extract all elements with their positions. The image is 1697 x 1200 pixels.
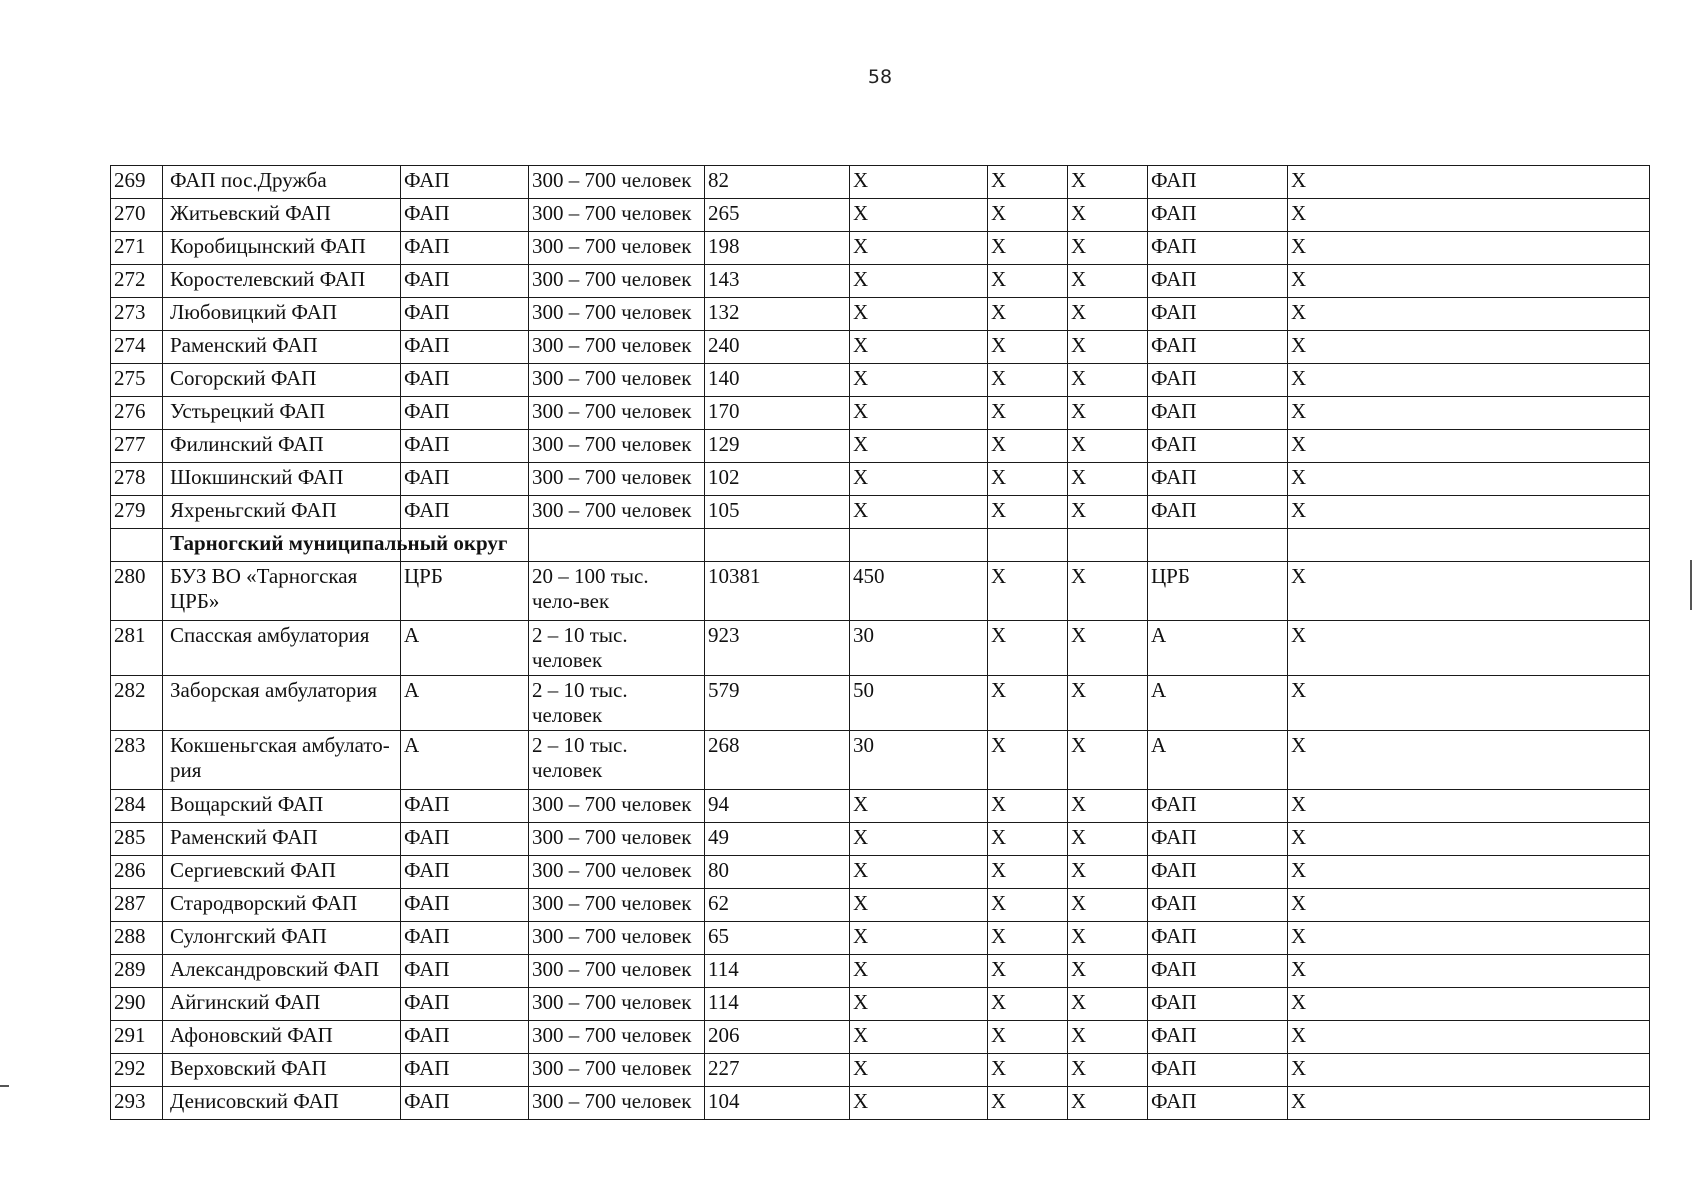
- facility-name: Коробицынский ФАП: [163, 232, 401, 265]
- beds-value: X: [850, 922, 988, 955]
- column-10-value: X: [1288, 331, 1650, 364]
- column-8-value: X: [1068, 1021, 1148, 1054]
- population: 10381: [705, 562, 850, 621]
- facility-name: ФАП пос.Дружба: [163, 166, 401, 199]
- column-8-value: X: [1068, 988, 1148, 1021]
- empty-cell: [1148, 529, 1288, 562]
- facility-type: ФАП: [401, 856, 529, 889]
- population-range: 2 – 10 тыс. человек: [529, 731, 705, 790]
- column-7-value: X: [988, 397, 1068, 430]
- table-row: [111, 298, 1650, 331]
- population: 62: [705, 889, 850, 922]
- facility-type: ФАП: [401, 790, 529, 823]
- page-number: 58: [867, 66, 893, 88]
- beds-value: X: [850, 463, 988, 496]
- column-8-value: X: [1068, 166, 1148, 199]
- facility-type: ФАП: [401, 166, 529, 199]
- table-row: [111, 621, 1650, 676]
- column-7-value: X: [988, 1054, 1068, 1087]
- table-row: [111, 955, 1650, 988]
- column-7-value: X: [988, 199, 1068, 232]
- column-7-value: X: [988, 889, 1068, 922]
- population: 49: [705, 823, 850, 856]
- beds-value: X: [850, 823, 988, 856]
- population: 143: [705, 265, 850, 298]
- facility-type: ФАП: [401, 496, 529, 529]
- facility-name: Верховский ФАП: [163, 1054, 401, 1087]
- facility-name: Денисовский ФАП: [163, 1087, 401, 1120]
- row-number: 293: [111, 1087, 163, 1120]
- column-8-value: X: [1068, 463, 1148, 496]
- facility-name: Афоновский ФАП: [163, 1021, 401, 1054]
- facility-name: Раменский ФАП: [163, 823, 401, 856]
- population-range: 300 – 700 человек: [529, 955, 705, 988]
- beds-value: X: [850, 430, 988, 463]
- column-10-value: X: [1288, 621, 1650, 676]
- table-row: [111, 790, 1650, 823]
- row-number: 286: [111, 856, 163, 889]
- facility-type: ФАП: [401, 331, 529, 364]
- beds-value: X: [850, 856, 988, 889]
- column-7-value: X: [988, 922, 1068, 955]
- row-number: 281: [111, 621, 163, 676]
- column-10-value: X: [1288, 364, 1650, 397]
- beds-value: 30: [850, 731, 988, 790]
- facility-name: Сулонгский ФАП: [163, 922, 401, 955]
- facility-name: Сергиевский ФАП: [163, 856, 401, 889]
- column-8-value: X: [1068, 397, 1148, 430]
- column-10-value: X: [1288, 1054, 1650, 1087]
- population: 923: [705, 621, 850, 676]
- row-number: 290: [111, 988, 163, 1021]
- column-8-value: X: [1068, 823, 1148, 856]
- facilities-table: [110, 165, 1650, 1120]
- facility-type-target: ФАП: [1148, 265, 1288, 298]
- facility-type: ФАП: [401, 922, 529, 955]
- facility-type: А: [401, 676, 529, 731]
- column-10-value: X: [1288, 988, 1650, 1021]
- population: 114: [705, 955, 850, 988]
- column-8-value: X: [1068, 298, 1148, 331]
- row-number: 272: [111, 265, 163, 298]
- facility-name: БУЗ ВО «Тарногская ЦРБ»: [163, 562, 401, 621]
- facility-type-target: А: [1148, 731, 1288, 790]
- table-row: [111, 823, 1650, 856]
- column-7-value: X: [988, 166, 1068, 199]
- row-number: 292: [111, 1054, 163, 1087]
- population: 206: [705, 1021, 850, 1054]
- empty-cell: [529, 529, 705, 562]
- table-row: [111, 364, 1650, 397]
- beds-value: 450: [850, 562, 988, 621]
- column-7-value: X: [988, 676, 1068, 731]
- column-8-value: X: [1068, 331, 1148, 364]
- column-10-value: X: [1288, 676, 1650, 731]
- facility-type-target: ФАП: [1148, 823, 1288, 856]
- column-10-value: X: [1288, 430, 1650, 463]
- row-number: 285: [111, 823, 163, 856]
- column-7-value: X: [988, 364, 1068, 397]
- table-row: [111, 731, 1650, 790]
- column-7-value: X: [988, 496, 1068, 529]
- facility-type: ЦРБ: [401, 562, 529, 621]
- table-row: [111, 232, 1650, 265]
- population: 105: [705, 496, 850, 529]
- facility-name: Стародворский ФАП: [163, 889, 401, 922]
- table-row: [111, 562, 1650, 621]
- facility-type-target: ФАП: [1148, 496, 1288, 529]
- column-10-value: X: [1288, 922, 1650, 955]
- population-range: 300 – 700 человек: [529, 166, 705, 199]
- facility-type: ФАП: [401, 823, 529, 856]
- population-range: 2 – 10 тыс. человек: [529, 676, 705, 731]
- population-range: 300 – 700 человек: [529, 856, 705, 889]
- column-7-value: X: [988, 621, 1068, 676]
- beds-value: X: [850, 988, 988, 1021]
- row-number: 277: [111, 430, 163, 463]
- population: 114: [705, 988, 850, 1021]
- facility-type: ФАП: [401, 199, 529, 232]
- population: 579: [705, 676, 850, 731]
- table-row: [111, 988, 1650, 1021]
- column-8-value: X: [1068, 676, 1148, 731]
- table-row: [111, 496, 1650, 529]
- population-range: 2 – 10 тыс. человек: [529, 621, 705, 676]
- column-10-value: X: [1288, 298, 1650, 331]
- population-range: 300 – 700 человек: [529, 922, 705, 955]
- row-number: 280: [111, 562, 163, 621]
- beds-value: X: [850, 496, 988, 529]
- facility-name: Коростелевский ФАП: [163, 265, 401, 298]
- column-7-value: X: [988, 856, 1068, 889]
- beds-value: 50: [850, 676, 988, 731]
- population-range: 300 – 700 человек: [529, 496, 705, 529]
- scan-mark: [0, 1085, 9, 1087]
- column-10-value: X: [1288, 1021, 1650, 1054]
- facility-type: ФАП: [401, 298, 529, 331]
- column-7-value: X: [988, 331, 1068, 364]
- column-8-value: X: [1068, 955, 1148, 988]
- column-7-value: X: [988, 823, 1068, 856]
- column-10-value: X: [1288, 790, 1650, 823]
- population-range: 300 – 700 человек: [529, 430, 705, 463]
- facility-type-target: ФАП: [1148, 1021, 1288, 1054]
- population: 268: [705, 731, 850, 790]
- population-range: 300 – 700 человек: [529, 1054, 705, 1087]
- table-row: [111, 331, 1650, 364]
- empty-cell: [1068, 529, 1148, 562]
- population-range: 300 – 700 человек: [529, 331, 705, 364]
- table-row: [111, 1054, 1650, 1087]
- column-10-value: X: [1288, 889, 1650, 922]
- facility-type: ФАП: [401, 430, 529, 463]
- population-range: 300 – 700 человек: [529, 463, 705, 496]
- column-10-value: X: [1288, 823, 1650, 856]
- column-8-value: X: [1068, 562, 1148, 621]
- row-number: 279: [111, 496, 163, 529]
- table-row: [111, 166, 1650, 199]
- column-8-value: X: [1068, 889, 1148, 922]
- column-8-value: X: [1068, 1087, 1148, 1120]
- column-7-value: X: [988, 1021, 1068, 1054]
- empty-cell: [850, 529, 988, 562]
- facility-type: ФАП: [401, 364, 529, 397]
- facility-name: Заборская амбулатория: [163, 676, 401, 731]
- population: 65: [705, 922, 850, 955]
- column-7-value: X: [988, 298, 1068, 331]
- facility-type: ФАП: [401, 463, 529, 496]
- facility-name: Шокшинский ФАП: [163, 463, 401, 496]
- population-range: 300 – 700 человек: [529, 988, 705, 1021]
- population-range: 300 – 700 человек: [529, 889, 705, 922]
- beds-value: X: [850, 790, 988, 823]
- beds-value: X: [850, 265, 988, 298]
- beds-value: X: [850, 232, 988, 265]
- facility-name: Житьевский ФАП: [163, 199, 401, 232]
- table-row: [111, 889, 1650, 922]
- beds-value: X: [850, 1087, 988, 1120]
- facility-name: Вощарский ФАП: [163, 790, 401, 823]
- beds-value: X: [850, 955, 988, 988]
- beds-value: X: [850, 331, 988, 364]
- facility-type: ФАП: [401, 397, 529, 430]
- facility-name: Айгинский ФАП: [163, 988, 401, 1021]
- population-range: 300 – 700 человек: [529, 364, 705, 397]
- column-8-value: X: [1068, 199, 1148, 232]
- beds-value: X: [850, 889, 988, 922]
- column-8-value: X: [1068, 922, 1148, 955]
- facility-type-target: ФАП: [1148, 232, 1288, 265]
- column-10-value: X: [1288, 955, 1650, 988]
- column-10-value: X: [1288, 731, 1650, 790]
- facility-type-target: ФАП: [1148, 199, 1288, 232]
- facility-type-target: ФАП: [1148, 889, 1288, 922]
- empty-cell: [988, 529, 1068, 562]
- facility-type-target: ФАП: [1148, 1087, 1288, 1120]
- facility-type: ФАП: [401, 955, 529, 988]
- facility-name: Любовицкий ФАП: [163, 298, 401, 331]
- population: 82: [705, 166, 850, 199]
- table-row: [111, 1021, 1650, 1054]
- section-header-row: [111, 529, 1650, 562]
- facility-name: Филинский ФАП: [163, 430, 401, 463]
- facility-type-target: ФАП: [1148, 463, 1288, 496]
- column-8-value: X: [1068, 621, 1148, 676]
- row-number: 276: [111, 397, 163, 430]
- facility-type: ФАП: [401, 1087, 529, 1120]
- facility-type: ФАП: [401, 889, 529, 922]
- table-body: [111, 166, 1650, 1120]
- facility-type-target: ФАП: [1148, 922, 1288, 955]
- column-7-value: X: [988, 955, 1068, 988]
- facility-type: А: [401, 621, 529, 676]
- facility-type-target: ФАП: [1148, 364, 1288, 397]
- facility-type-target: ФАП: [1148, 331, 1288, 364]
- population-range: 300 – 700 человек: [529, 265, 705, 298]
- column-10-value: X: [1288, 232, 1650, 265]
- facility-type: ФАП: [401, 988, 529, 1021]
- beds-value: X: [850, 298, 988, 331]
- population-range: 300 – 700 человек: [529, 1087, 705, 1120]
- row-number: 291: [111, 1021, 163, 1054]
- column-8-value: X: [1068, 232, 1148, 265]
- population-range: 300 – 700 человек: [529, 397, 705, 430]
- column-7-value: X: [988, 790, 1068, 823]
- section-title: Тарногский муниципальный округ: [163, 529, 401, 562]
- row-number: 283: [111, 731, 163, 790]
- population: 227: [705, 1054, 850, 1087]
- facility-type: А: [401, 731, 529, 790]
- scan-mark: [1690, 560, 1692, 610]
- column-7-value: X: [988, 731, 1068, 790]
- facility-type: ФАП: [401, 265, 529, 298]
- table-row: [111, 463, 1650, 496]
- table-row: [111, 676, 1650, 731]
- column-10-value: X: [1288, 1087, 1650, 1120]
- row-number: 284: [111, 790, 163, 823]
- facility-name: Александровский ФАП: [163, 955, 401, 988]
- facility-name: Яхреньгский ФАП: [163, 496, 401, 529]
- column-7-value: X: [988, 988, 1068, 1021]
- facility-type: ФАП: [401, 232, 529, 265]
- facility-type-target: ФАП: [1148, 430, 1288, 463]
- column-7-value: X: [988, 430, 1068, 463]
- column-8-value: X: [1068, 1054, 1148, 1087]
- facility-name: Раменский ФАП: [163, 331, 401, 364]
- column-10-value: X: [1288, 199, 1650, 232]
- empty-cell: [111, 529, 163, 562]
- column-10-value: X: [1288, 496, 1650, 529]
- table-row: [111, 199, 1650, 232]
- beds-value: X: [850, 364, 988, 397]
- column-10-value: X: [1288, 463, 1650, 496]
- table-row: [111, 265, 1650, 298]
- column-7-value: X: [988, 232, 1068, 265]
- row-number: 273: [111, 298, 163, 331]
- population-range: 20 – 100 тыс. чело-век: [529, 562, 705, 621]
- row-number: 271: [111, 232, 163, 265]
- column-7-value: X: [988, 463, 1068, 496]
- population-range: 300 – 700 человек: [529, 199, 705, 232]
- population: 265: [705, 199, 850, 232]
- population: 80: [705, 856, 850, 889]
- column-8-value: X: [1068, 364, 1148, 397]
- row-number: 288: [111, 922, 163, 955]
- column-8-value: X: [1068, 496, 1148, 529]
- population-range: 300 – 700 человек: [529, 790, 705, 823]
- facility-type-target: ФАП: [1148, 1054, 1288, 1087]
- column-10-value: X: [1288, 166, 1650, 199]
- facility-name: Спасская амбулатория: [163, 621, 401, 676]
- column-8-value: X: [1068, 790, 1148, 823]
- facility-type: ФАП: [401, 1021, 529, 1054]
- population-range: 300 – 700 человек: [529, 823, 705, 856]
- column-7-value: X: [988, 562, 1068, 621]
- facility-type: ФАП: [401, 1054, 529, 1087]
- facility-name: Кокшеньгская амбулато-рия: [163, 731, 401, 790]
- facility-type-target: ФАП: [1148, 856, 1288, 889]
- population: 198: [705, 232, 850, 265]
- population: 170: [705, 397, 850, 430]
- population: 129: [705, 430, 850, 463]
- column-10-value: X: [1288, 562, 1650, 621]
- row-number: 274: [111, 331, 163, 364]
- population: 240: [705, 331, 850, 364]
- column-7-value: X: [988, 265, 1068, 298]
- population-range: 300 – 700 человек: [529, 298, 705, 331]
- beds-value: X: [850, 1021, 988, 1054]
- column-10-value: X: [1288, 265, 1650, 298]
- beds-value: X: [850, 166, 988, 199]
- empty-cell: [705, 529, 850, 562]
- beds-value: X: [850, 199, 988, 232]
- row-number: 282: [111, 676, 163, 731]
- facility-name: Согорский ФАП: [163, 364, 401, 397]
- column-10-value: X: [1288, 397, 1650, 430]
- facility-type-target: ФАП: [1148, 955, 1288, 988]
- beds-value: X: [850, 1054, 988, 1087]
- facility-name: Устьрецкий ФАП: [163, 397, 401, 430]
- facility-type-target: А: [1148, 676, 1288, 731]
- facility-type-target: ФАП: [1148, 397, 1288, 430]
- column-10-value: X: [1288, 856, 1650, 889]
- population: 132: [705, 298, 850, 331]
- row-number: 269: [111, 166, 163, 199]
- column-7-value: X: [988, 1087, 1068, 1120]
- row-number: 287: [111, 889, 163, 922]
- beds-value: X: [850, 397, 988, 430]
- facility-type-target: ФАП: [1148, 988, 1288, 1021]
- population: 94: [705, 790, 850, 823]
- row-number: 270: [111, 199, 163, 232]
- table-row: [111, 1087, 1650, 1120]
- column-8-value: X: [1068, 856, 1148, 889]
- row-number: 275: [111, 364, 163, 397]
- population: 104: [705, 1087, 850, 1120]
- population-range: 300 – 700 человек: [529, 232, 705, 265]
- beds-value: 30: [850, 621, 988, 676]
- population: 140: [705, 364, 850, 397]
- facility-type-target: ФАП: [1148, 298, 1288, 331]
- column-8-value: X: [1068, 731, 1148, 790]
- population-range: 300 – 700 человек: [529, 1021, 705, 1054]
- table-row: [111, 397, 1650, 430]
- empty-cell: [1288, 529, 1650, 562]
- row-number: 289: [111, 955, 163, 988]
- row-number: 278: [111, 463, 163, 496]
- facility-type-target: ФАП: [1148, 790, 1288, 823]
- facility-type-target: ФАП: [1148, 166, 1288, 199]
- table-row: [111, 922, 1650, 955]
- table-row: [111, 856, 1650, 889]
- table-row: [111, 430, 1650, 463]
- population: 102: [705, 463, 850, 496]
- column-8-value: X: [1068, 265, 1148, 298]
- facility-type-target: ЦРБ: [1148, 562, 1288, 621]
- facility-type-target: А: [1148, 621, 1288, 676]
- column-8-value: X: [1068, 430, 1148, 463]
